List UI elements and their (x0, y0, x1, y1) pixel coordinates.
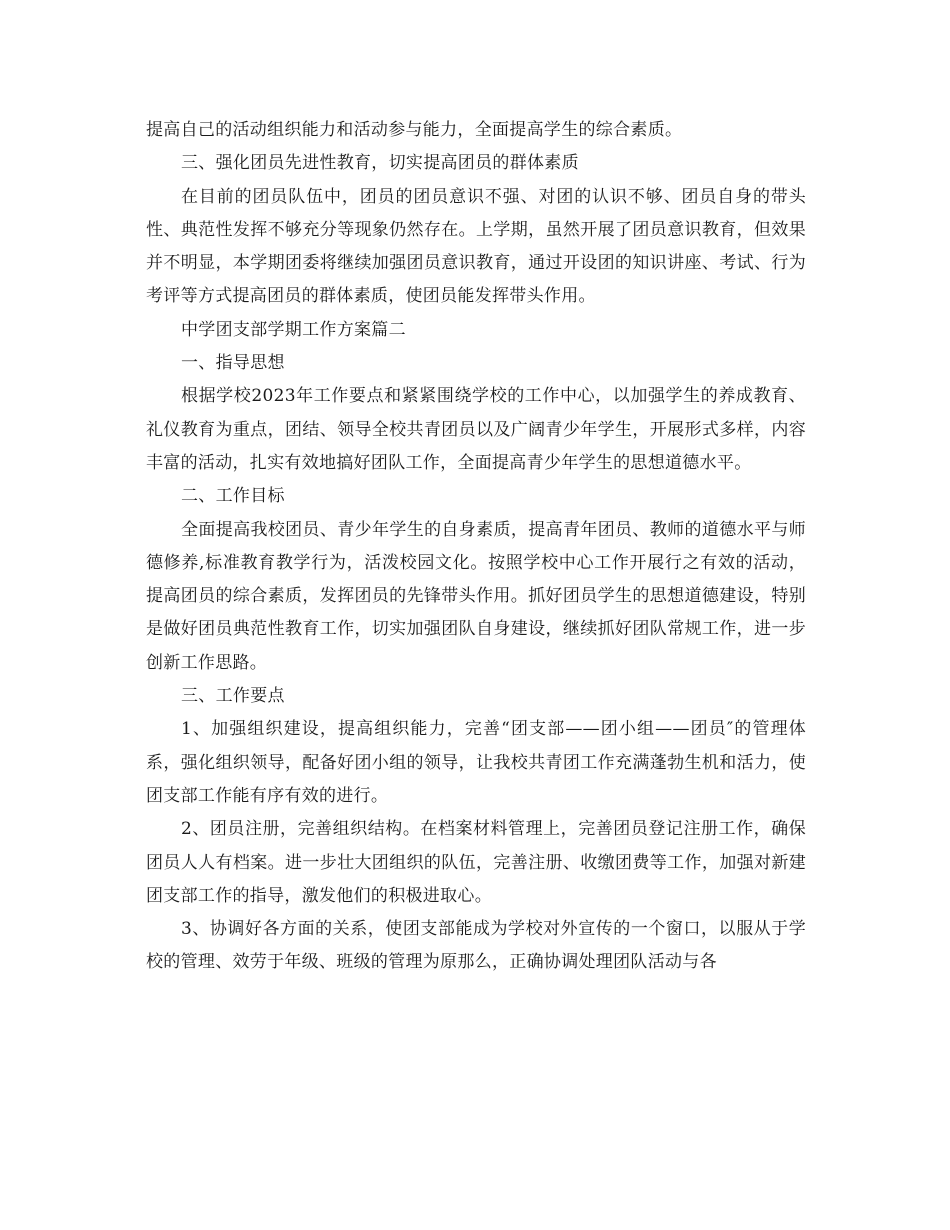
paragraph-4: 全面提高我校团员、青少年学生的自身素质，提高青年团员、教师的道德水平与师德修养,标准教育教学行为，活泼校园文化。按照学校中心工作开展行之有效的活动，提高团员的综合素质，发挥团员的先锋带头作用。抓好团员学生的思想道德建设，特别是做好团员典范性教育工作，切实加强团队自身建设，继续抓好团队常规工作，进一步创新工作思路。 (146, 519, 806, 673)
paragraph-1: 提高自己的活动组织能力和活动参与能力，全面提高学生的综合素质。 (146, 120, 683, 140)
document-subtitle: 中学团支部学期工作方案篇二 (181, 319, 406, 340)
section-heading-goals: 二、工作目标 (181, 486, 285, 507)
paragraph-3: 根据学校2023年工作要点和紧紧围绕学校的工作中心，以加强学生的养成教育、礼仪教育为重点，团结、领导全校共青团员以及广阔青少年学生，开展形式多样，内容丰富的活动，扎实有效地搞好团队工作，全面提高青少年学生的思想道德水平。 (146, 386, 806, 473)
list-item-3: 3、协调好各方面的关系，使团支部能成为学校对外宣传的一个窗口，以服从于学校的管理、效劳于年级、班级的管理为原那么，正确协调处理团队活动与各 (146, 919, 806, 973)
paragraph-2: 在目前的团员队伍中，团员的团员意识不强、对团的认识不够、团员自身的带头性、典范性发挥不够充分等现象仍然存在。上学期，虽然开展了团员意识教育，但效果并不明显，本学期团委将继续加强团员意识教育，通过开设团的知识讲座、考试、行为考评等方式提高团员的群体素质，使团员能发挥带头作用。 (146, 186, 806, 307)
document-page (146, 114, 806, 980)
section-heading-key-points: 三、工作要点 (181, 686, 285, 707)
list-item-1: 1、加强组织建设，提高组织能力，完善“团支部——团小组——团员″的管理体系，强化组织领导，配备好团小组的领导，让我校共青团工作充满蓬勃生机和活力，使团支部工作能有序有效的进行。 (146, 719, 806, 806)
section-heading-guiding-thought: 一、指导思想 (181, 353, 285, 374)
section-heading-3: 三、强化团员先进性教育，切实提高团员的群体素质 (181, 153, 579, 174)
list-item-2: 2、团员注册，完善组织结构。在档案材料管理上，完善团员登记注册工作，确保团员人人有档案。进一步壮大团组织的队伍，完善注册、收缴团费等工作，加强对新建团支部工作的指导，激发他们的积极进取心。 (146, 819, 806, 906)
